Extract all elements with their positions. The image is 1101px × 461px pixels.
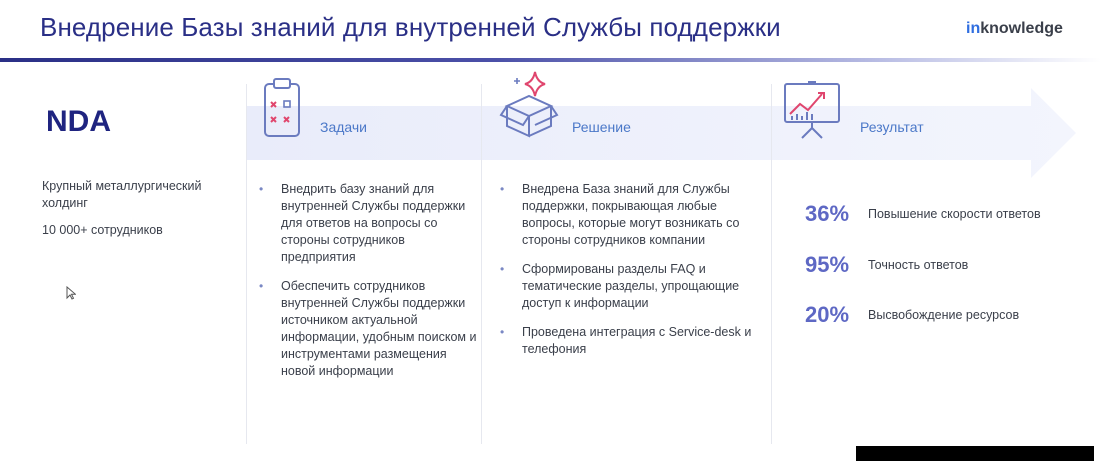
- tasks-heading: Задачи: [320, 119, 368, 135]
- solution-list: [498, 181, 766, 370]
- column-divider: [246, 84, 247, 444]
- video-overlay-bar: [856, 446, 1094, 461]
- list-item: • Сформированы разделы FAQ и тематические разделы, упрощающие доступ к информации: [500, 262, 740, 310]
- metric-label: Точность ответов: [868, 258, 969, 272]
- process-arrow: [246, 88, 1076, 178]
- metric-accuracy: [805, 252, 968, 278]
- mouse-cursor-icon: [66, 286, 76, 300]
- client-employees: 10 000+ сотрудников: [42, 223, 163, 237]
- open-box-sparkle-icon: [497, 70, 559, 138]
- column-divider: [481, 84, 482, 444]
- list-item: • Обеспечить сотрудников внутренней Службы поддержки источником актуальной информации, удобным поиском и инструментами размещения новой информации: [259, 279, 477, 378]
- header-divider: [0, 58, 1101, 62]
- metric-resources: [805, 302, 1019, 328]
- client-description: Крупный металлургический холдинг: [42, 179, 202, 210]
- growth-chart-board-icon: [782, 80, 844, 140]
- page-title: Внедрение Базы знаний для внутренней Службы поддержки: [40, 12, 781, 42]
- column-divider: [771, 84, 772, 444]
- tasks-list: [257, 181, 477, 392]
- solution-heading: Решение: [572, 119, 631, 135]
- metric-value: 95%: [805, 252, 850, 277]
- metric-label: Повышение скорости ответов: [868, 207, 1041, 221]
- list-item: • Внедрена База знаний для Службы поддержки, покрывающая любые вопросы, которые могут возникать со стороны сотрудников компании: [500, 182, 740, 247]
- metric-value: 20%: [805, 302, 850, 327]
- list-item: • Внедрить базу знаний для внутренней Службы поддержки для ответов на вопросы со стороны сотрудников предприятия: [259, 182, 466, 264]
- metric-value: 36%: [805, 201, 850, 226]
- result-heading: Результат: [860, 119, 924, 135]
- metric-label: Высвобождение ресурсов: [868, 308, 1020, 322]
- clipboard-icon: [262, 76, 302, 138]
- list-item: • Проведена интеграция с Service-desk и телефония: [500, 325, 752, 356]
- brand-logo: inknowledge: [966, 20, 1063, 37]
- client-name: NDA: [46, 105, 111, 138]
- metric-speed: [805, 201, 1041, 227]
